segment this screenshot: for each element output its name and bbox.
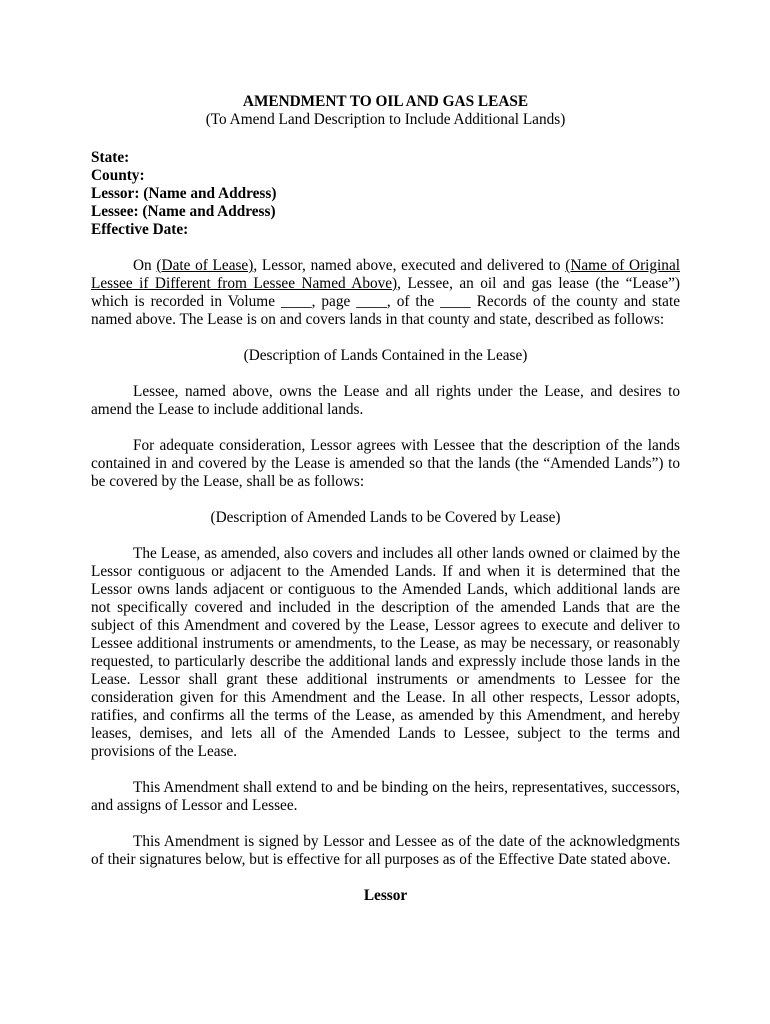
party-fields <box>91 149 680 239</box>
lands-description-placeholder: (Description of Lands Contained in the Lease) <box>243 347 528 364</box>
lessor-field: Lessor: (Name and Address) <box>91 185 277 202</box>
lease-recital-paragraph <box>91 257 680 329</box>
consideration-paragraph: For adequate consideration, Lessor agrees with Lessee that the description of the lands contained in and covered by the Lease is amended so that the lands (the “Amended Lands”) to be covered by the Lease, shall be as follows: <box>91 437 680 490</box>
recital-text-3: , Lessee, an oil and gas lease (the “Lease”) which is recorded in Volume ____, page ____, of the ____ Records of the county and state named above. The Lease is on and covers lands in that county and state, described as follows: <box>91 275 680 328</box>
original-lessee-placeholder: (Name of Original Lessee if Different from Lessee Named Above) <box>91 257 680 292</box>
effective-date-field: Effective Date: <box>91 221 189 238</box>
lessee-field: Lessee: (Name and Address) <box>91 203 276 220</box>
date-of-lease-placeholder: (Date of Lease) <box>156 257 254 274</box>
county-field: County: <box>91 167 145 184</box>
signature-effectiveness-paragraph: This Amendment is signed by Lessor and Lessee as of the date of the acknowledgments of their signatures below, but is effective for all purposes as of the Effective Date stated above. <box>91 833 680 868</box>
document-subtitle: (To Amend Land Description to Include Additional Lands) <box>205 111 566 128</box>
state-field: State: <box>91 149 130 166</box>
recital-text-2: , Lessor, named above, executed and delivered to <box>253 257 566 274</box>
lessee-ownership-paragraph: Lessee, named above, owns the Lease and all rights under the Lease, and desires to amend the Lease to include additional lands. <box>91 383 680 418</box>
recital-text-1: On <box>133 257 157 274</box>
document-title: AMENDMENT TO OIL AND GAS LEASE <box>242 93 529 110</box>
lessor-signature-label: Lessor <box>363 887 408 904</box>
document-page <box>91 93 680 905</box>
binding-effect-paragraph: This Amendment shall extend to and be binding on the heirs, representatives, successors, and assigns of Lessor and Lessee. <box>91 779 680 814</box>
additional-lands-paragraph: The Lease, as amended, also covers and includes all other lands owned or claimed by the Lessor contiguous or adjacent to the Amended Lands. If and when it is determined that the Lessor owns lands adjacent or contiguous to the Amended Lands, which additional lands are not specifically covered and included in the description of the amended Lands that are the subject of this Amendment and covered by the Lease, Lessor agrees to execute and deliver to Lessee additional instruments or amendments, to the Lease, as may be necessary, or reasonably requested, to particularly describe the additional lands and expressly include those lands in the Lease. Lessor shall grant these additional instruments or amendments to Lessee for the consideration given for this Amendment and the Lease. In all other respects, Lessor adopts, ratifies, and confirms all the terms of the Lease, as amended by this Amendment, and hereby leases, demises, and lets all of the Amended Lands to Lessee, subject to the terms and provisions of the Lease. <box>91 545 680 760</box>
amended-lands-description-placeholder: (Description of Amended Lands to be Covered by Lease) <box>210 509 561 526</box>
